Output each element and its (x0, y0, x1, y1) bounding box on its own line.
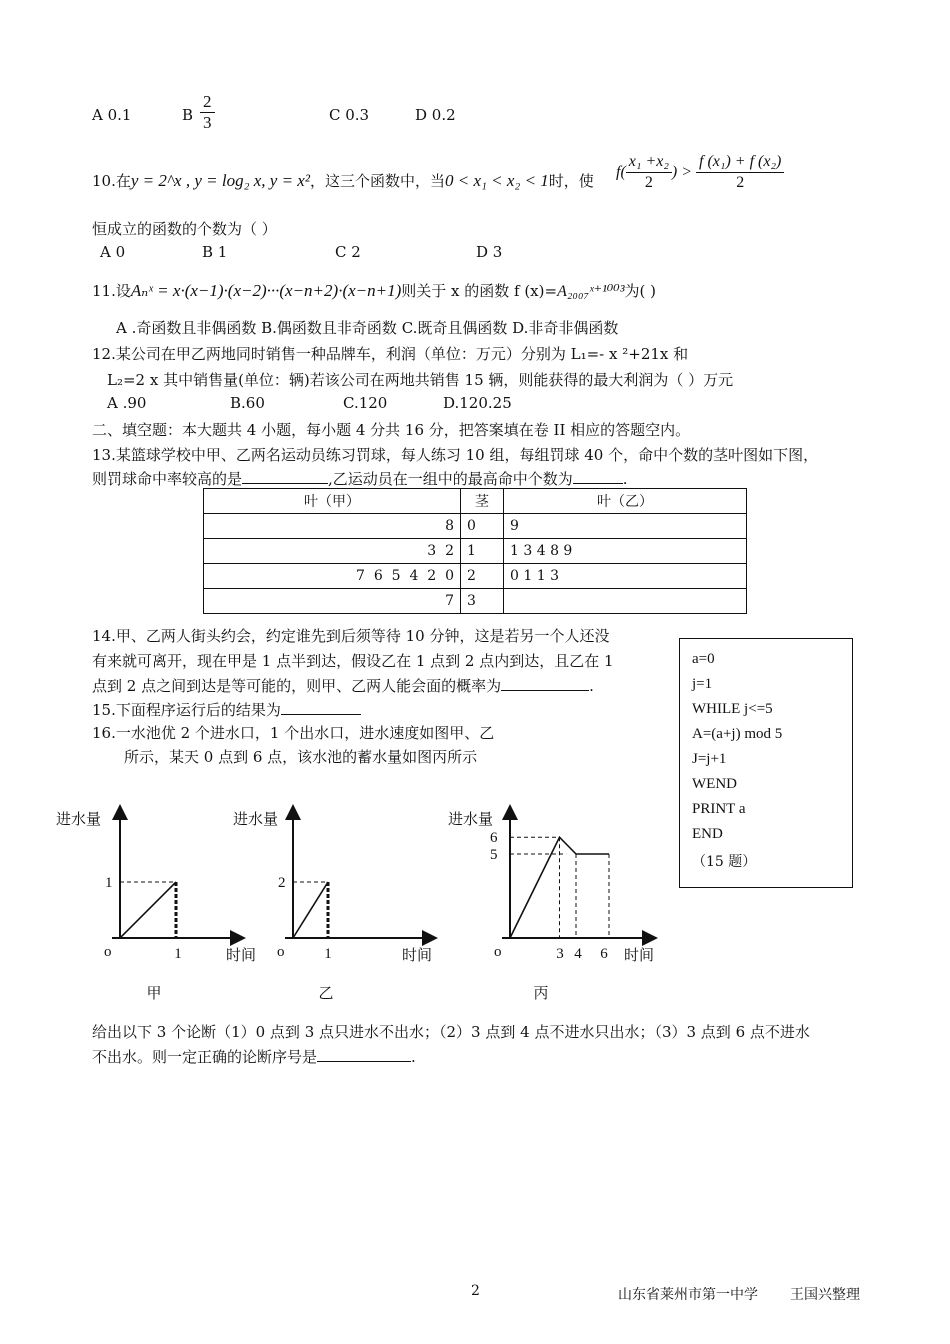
header-leaf-jia: 叶（甲） (204, 489, 461, 514)
leaf-yi (504, 589, 747, 614)
q12-option-d: D.120.25 (443, 394, 512, 412)
y-axis-label: 进水量 (448, 812, 494, 828)
footer-author: 王国兴整理 (790, 1287, 860, 1303)
x-tick-label: 1 (324, 946, 332, 962)
stem: 0 (461, 514, 504, 539)
table-row (204, 589, 747, 614)
code-line: A=(a+j) mod 5 (692, 726, 783, 742)
code-line: END (692, 826, 723, 842)
answer-blank[interactable] (281, 700, 361, 715)
code-line: WEND (692, 776, 737, 792)
conclusion-line1: 给出以下 3 个论断（1）0 点到 3 点只进水不出水；（2）3 点到 4 点不进水只出水；（3）3 点到 6 点不进水 (92, 1023, 810, 1041)
stem: 1 (461, 539, 504, 564)
q16-line2: 所示，某天 0 点到 6 点，该水池的蓄水量如图丙所示 (124, 748, 478, 766)
x-tick-label: 1 (174, 946, 182, 962)
code-caption: （15 题） (692, 854, 757, 870)
series-line (120, 882, 176, 938)
x-tick-label: 4 (574, 946, 582, 962)
q9-option-a: A 0.1 (92, 106, 132, 124)
leaf-jia: 8 (204, 514, 461, 539)
q11-line1: 11.设Aₙˣ = x·(x−1)·(x−2)···(x−n+2)·(x−n+1)则关于 x 的函数 f (x)=A₂₀₀₇ˣ⁺¹⁰⁰³为( ) (92, 281, 656, 300)
chart-title: 乙 (318, 986, 334, 1002)
q12-option-a: A .90 (107, 394, 147, 412)
leaf-jia: 7 (204, 589, 461, 614)
page-number: 2 (471, 1283, 480, 1299)
code-line: a=0 (692, 651, 715, 667)
q9-option-d: D 0.2 (415, 106, 456, 124)
q10-option-c: C 2 (335, 243, 361, 261)
y-axis-label: 进水量 (233, 812, 279, 828)
stem-leaf-table (203, 488, 747, 614)
q11-options: A .奇函数且非偶函数 B.偶函数且非奇函数 C.既奇且偶函数 D.非奇非偶函数 (116, 319, 619, 337)
series-line (510, 837, 609, 938)
q10-option-a: A 0 (100, 243, 126, 261)
q13-line2: 则罚球命中率较高的是 ,乙运动员在一组中的最高命中个数为 . (92, 470, 628, 488)
q14-line2: 有来就可离开，现在甲是 1 点半到达，假设乙在 1 点到 2 点内到达，且乙在 1 (92, 652, 614, 670)
y-tick-label: 1 (105, 875, 113, 891)
conclusion-line2: 不出水。则一定正确的论断序号是 . (92, 1048, 416, 1066)
answer-blank[interactable] (242, 469, 328, 484)
table-row (204, 564, 747, 589)
x-axis-label: 时间 (402, 948, 433, 964)
program-box (679, 638, 853, 888)
leaf-jia: 7 6 5 4 2 0 (204, 564, 461, 589)
q12-line2: L₂=2 x 其中销售量(单位：辆)若该公司在两地共销售 15 辆，则能获得的最大利润为（ ）万元 (107, 371, 734, 389)
stem: 3 (461, 589, 504, 614)
q13-line1: 13.某篮球学校中甲、乙两名运动员练习罚球，每人练习 10 组，每组罚球 40 个，命中个数的茎叶图如下图， (92, 446, 819, 464)
header-leaf-yi: 叶（乙） (504, 489, 747, 514)
leaf-yi: 0 1 1 3 (504, 564, 747, 589)
q16-line1: 16.一水池优 2 个进水口，1 个出水口，进水速度如图甲、乙 (92, 724, 495, 742)
origin-label: o (277, 944, 285, 960)
y-tick-label: 6 (490, 830, 498, 847)
table-row (204, 514, 747, 539)
table-header-row (204, 489, 747, 514)
q12-option-b: B.60 (230, 394, 265, 412)
table-row (204, 539, 747, 564)
x-tick-label: 3 (556, 946, 564, 962)
leaf-yi: 9 (504, 514, 747, 539)
code-line: PRINT a (692, 801, 746, 817)
code-line: J=j+1 (692, 751, 727, 767)
code-line: WHILE j<=5 (692, 701, 773, 717)
q10-option-d: D 3 (476, 243, 503, 261)
origin-label: o (104, 944, 112, 960)
y-axis-label: 进水量 (56, 812, 102, 828)
leaf-yi: 1 3 4 8 9 (504, 539, 747, 564)
x-axis-label: 时间 (624, 948, 655, 964)
q10-line1: 10.在y = 2^x , y = log₂ x, y = x²，这三个函数中，当0 < x₁ < x₂ < 1时，使 (92, 171, 594, 190)
section-heading: 二、填空题：本大题共 4 小题，每小题 4 分共 16 分，把答案填在卷 II 相应的答题空内。 (92, 421, 691, 439)
header-stem: 茎 (461, 489, 504, 514)
q12-option-c: C.120 (343, 394, 388, 412)
answer-blank[interactable] (501, 676, 589, 691)
q9-option-b-label: B (182, 106, 194, 124)
footer-school: 山东省莱州市第一中学 (618, 1287, 758, 1303)
answer-blank[interactable] (317, 1047, 411, 1062)
chart-title: 甲 (146, 986, 162, 1002)
q9-option-c: C 0.3 (329, 106, 370, 124)
origin-label: o (494, 944, 502, 960)
chart-title: 丙 (533, 986, 549, 1002)
x-tick-label: 6 (600, 946, 608, 962)
q14-line3: 点到 2 点之间到达是等可能的，则甲、乙两人能会面的概率为 . (92, 677, 594, 695)
q14-line1: 14.甲、乙两人街头约会，约定谁先到后须等待 10 分钟，这是若另一个人还没 (92, 627, 610, 645)
q15-line: 15.下面程序运行后的结果为 (92, 699, 361, 720)
q12-line1: 12.某公司在甲乙两地同时销售一种品牌车，利润（单位：万元）分别为 L₁=- x ²+21x 和 (92, 345, 689, 363)
y-tick-label: 2 (278, 875, 286, 891)
y-tick-label: 5 (490, 847, 498, 863)
q9-option-b-fraction: $\frac{2}{3}$ (200, 92, 215, 133)
answer-blank[interactable] (573, 469, 623, 484)
x-axis-label: 时间 (226, 948, 257, 964)
q10-line2: 恒成立的函数的个数为（ ） (92, 220, 277, 238)
leaf-jia: 3 2 (204, 539, 461, 564)
stem: 2 (461, 564, 504, 589)
q10-inequality: f( $\frac{\text{x₁ +x₂}}{2}$ ) > $\frac{\text{f (x₁) + f (x₂)}}{2}$ (616, 152, 784, 193)
code-line: j=1 (692, 676, 713, 692)
series-line (293, 882, 328, 938)
q10-option-b: B 1 (202, 243, 228, 261)
